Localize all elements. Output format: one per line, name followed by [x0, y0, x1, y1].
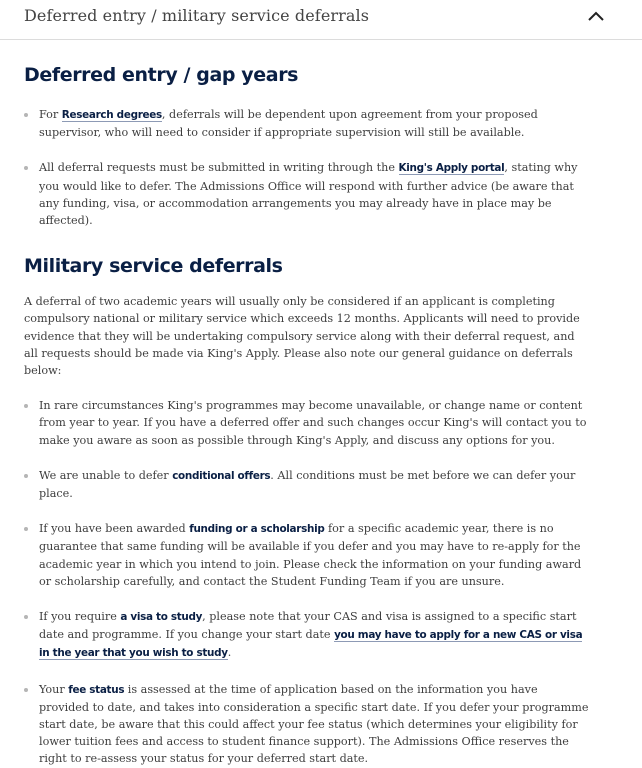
list-item-text: If you require	[39, 610, 121, 624]
conditional-offers-term: conditional offers	[172, 469, 271, 482]
list-item	[24, 159, 590, 229]
list-item	[24, 467, 590, 502]
research-degrees-link[interactable]: Research degrees	[61, 109, 162, 121]
section-heading-gap-years: Deferred entry / gap years	[24, 64, 299, 86]
list-item-text: We are unable to defer	[39, 468, 173, 482]
visa-to-study-term: a visa to study	[120, 611, 203, 624]
bullet-icon	[24, 113, 28, 117]
list-item-text: , stating why you would like to defer. The Admissions Office will respond with further advice (be aware that any funding, visa, or accommodation arrangements you may already have in place may be affected).	[39, 161, 578, 228]
fee-status-term: fee status	[68, 683, 125, 696]
list-item-text: For	[39, 108, 62, 121]
kings-apply-portal-link[interactable]: King's Apply portal	[398, 162, 505, 175]
military-list	[24, 397, 590, 767]
list-item-text: .	[227, 646, 232, 660]
accordion-content	[24, 62, 590, 768]
gap-years-list	[24, 106, 590, 229]
list-item	[24, 106, 590, 141]
list-item	[24, 397, 590, 449]
list-item-text: . All conditions must be met before we can defer your place.	[39, 468, 576, 501]
section-heading-military: Military service deferrals	[24, 255, 283, 278]
bullet-icon	[24, 615, 28, 619]
list-item-text: All deferral requests must be submitted in writing through the	[39, 161, 399, 175]
list-item-text: Your	[39, 682, 69, 696]
list-item-text: If you have been awarded	[39, 522, 190, 536]
military-intro: A deferral of two academic years will usually only be considered if an applicant is completing compulsory national or military service which exceeds 12 months. Applicants will need to provide evidence that they will be undertaking compulsory service along with their deferral request, and all requests should be made via King's Apply. Please also note our general guidance on deferrals below:	[24, 295, 580, 378]
bullet-icon	[24, 527, 28, 531]
bullet-icon	[24, 166, 28, 170]
list-item-text: is assessed at the time of application based on the information you have provided to date, and takes into consideration a specific start date. If you defer your programme start date, be aware that this could affect your fee status (which determines your eligibility for lower tuition fees and access to student finance support). The Admissions Office reserves the right to re-assess your status for your deferred start date.	[39, 682, 589, 766]
list-item	[24, 608, 590, 663]
chevron-up-icon[interactable]	[586, 9, 606, 23]
bullet-icon	[24, 474, 28, 478]
list-item	[24, 681, 590, 768]
list-item	[24, 520, 590, 590]
list-item-text: for a specific academic year, there is no guarantee that same funding will be available if you defer and you may have to re-apply for the academic year in which you intend to join. Please check the information on your funding award or scholarship carefully, and contact the Student Funding Team if you are unsure.	[39, 522, 582, 588]
bullet-icon	[24, 404, 28, 408]
bullet-icon	[24, 688, 28, 692]
accordion-title[interactable]: Deferred entry / military service deferrals	[24, 6, 370, 25]
list-item-text: , deferrals will be dependent upon agreement from your proposed supervisor, who will need to consider if appropriate supervision will still be available.	[39, 108, 538, 140]
funding-scholarship-term: funding or a scholarship	[189, 523, 325, 536]
new-cas-visa-link[interactable]: you may have to apply for a new CAS or visa in the year that you wish to study	[39, 629, 583, 660]
list-item-text: , please note that your CAS and visa is assigned to a specific start date and programme. If you change your start date	[39, 610, 577, 642]
accordion-header[interactable]	[0, 0, 642, 40]
list-item-text: In rare circumstances King's programmes may become unavailable, or change name or content from year to year. If you have a deferred offer and such changes occur King's will contact you to make you aware as soon as possible through King's Apply, and discuss any options for you.	[39, 399, 587, 447]
